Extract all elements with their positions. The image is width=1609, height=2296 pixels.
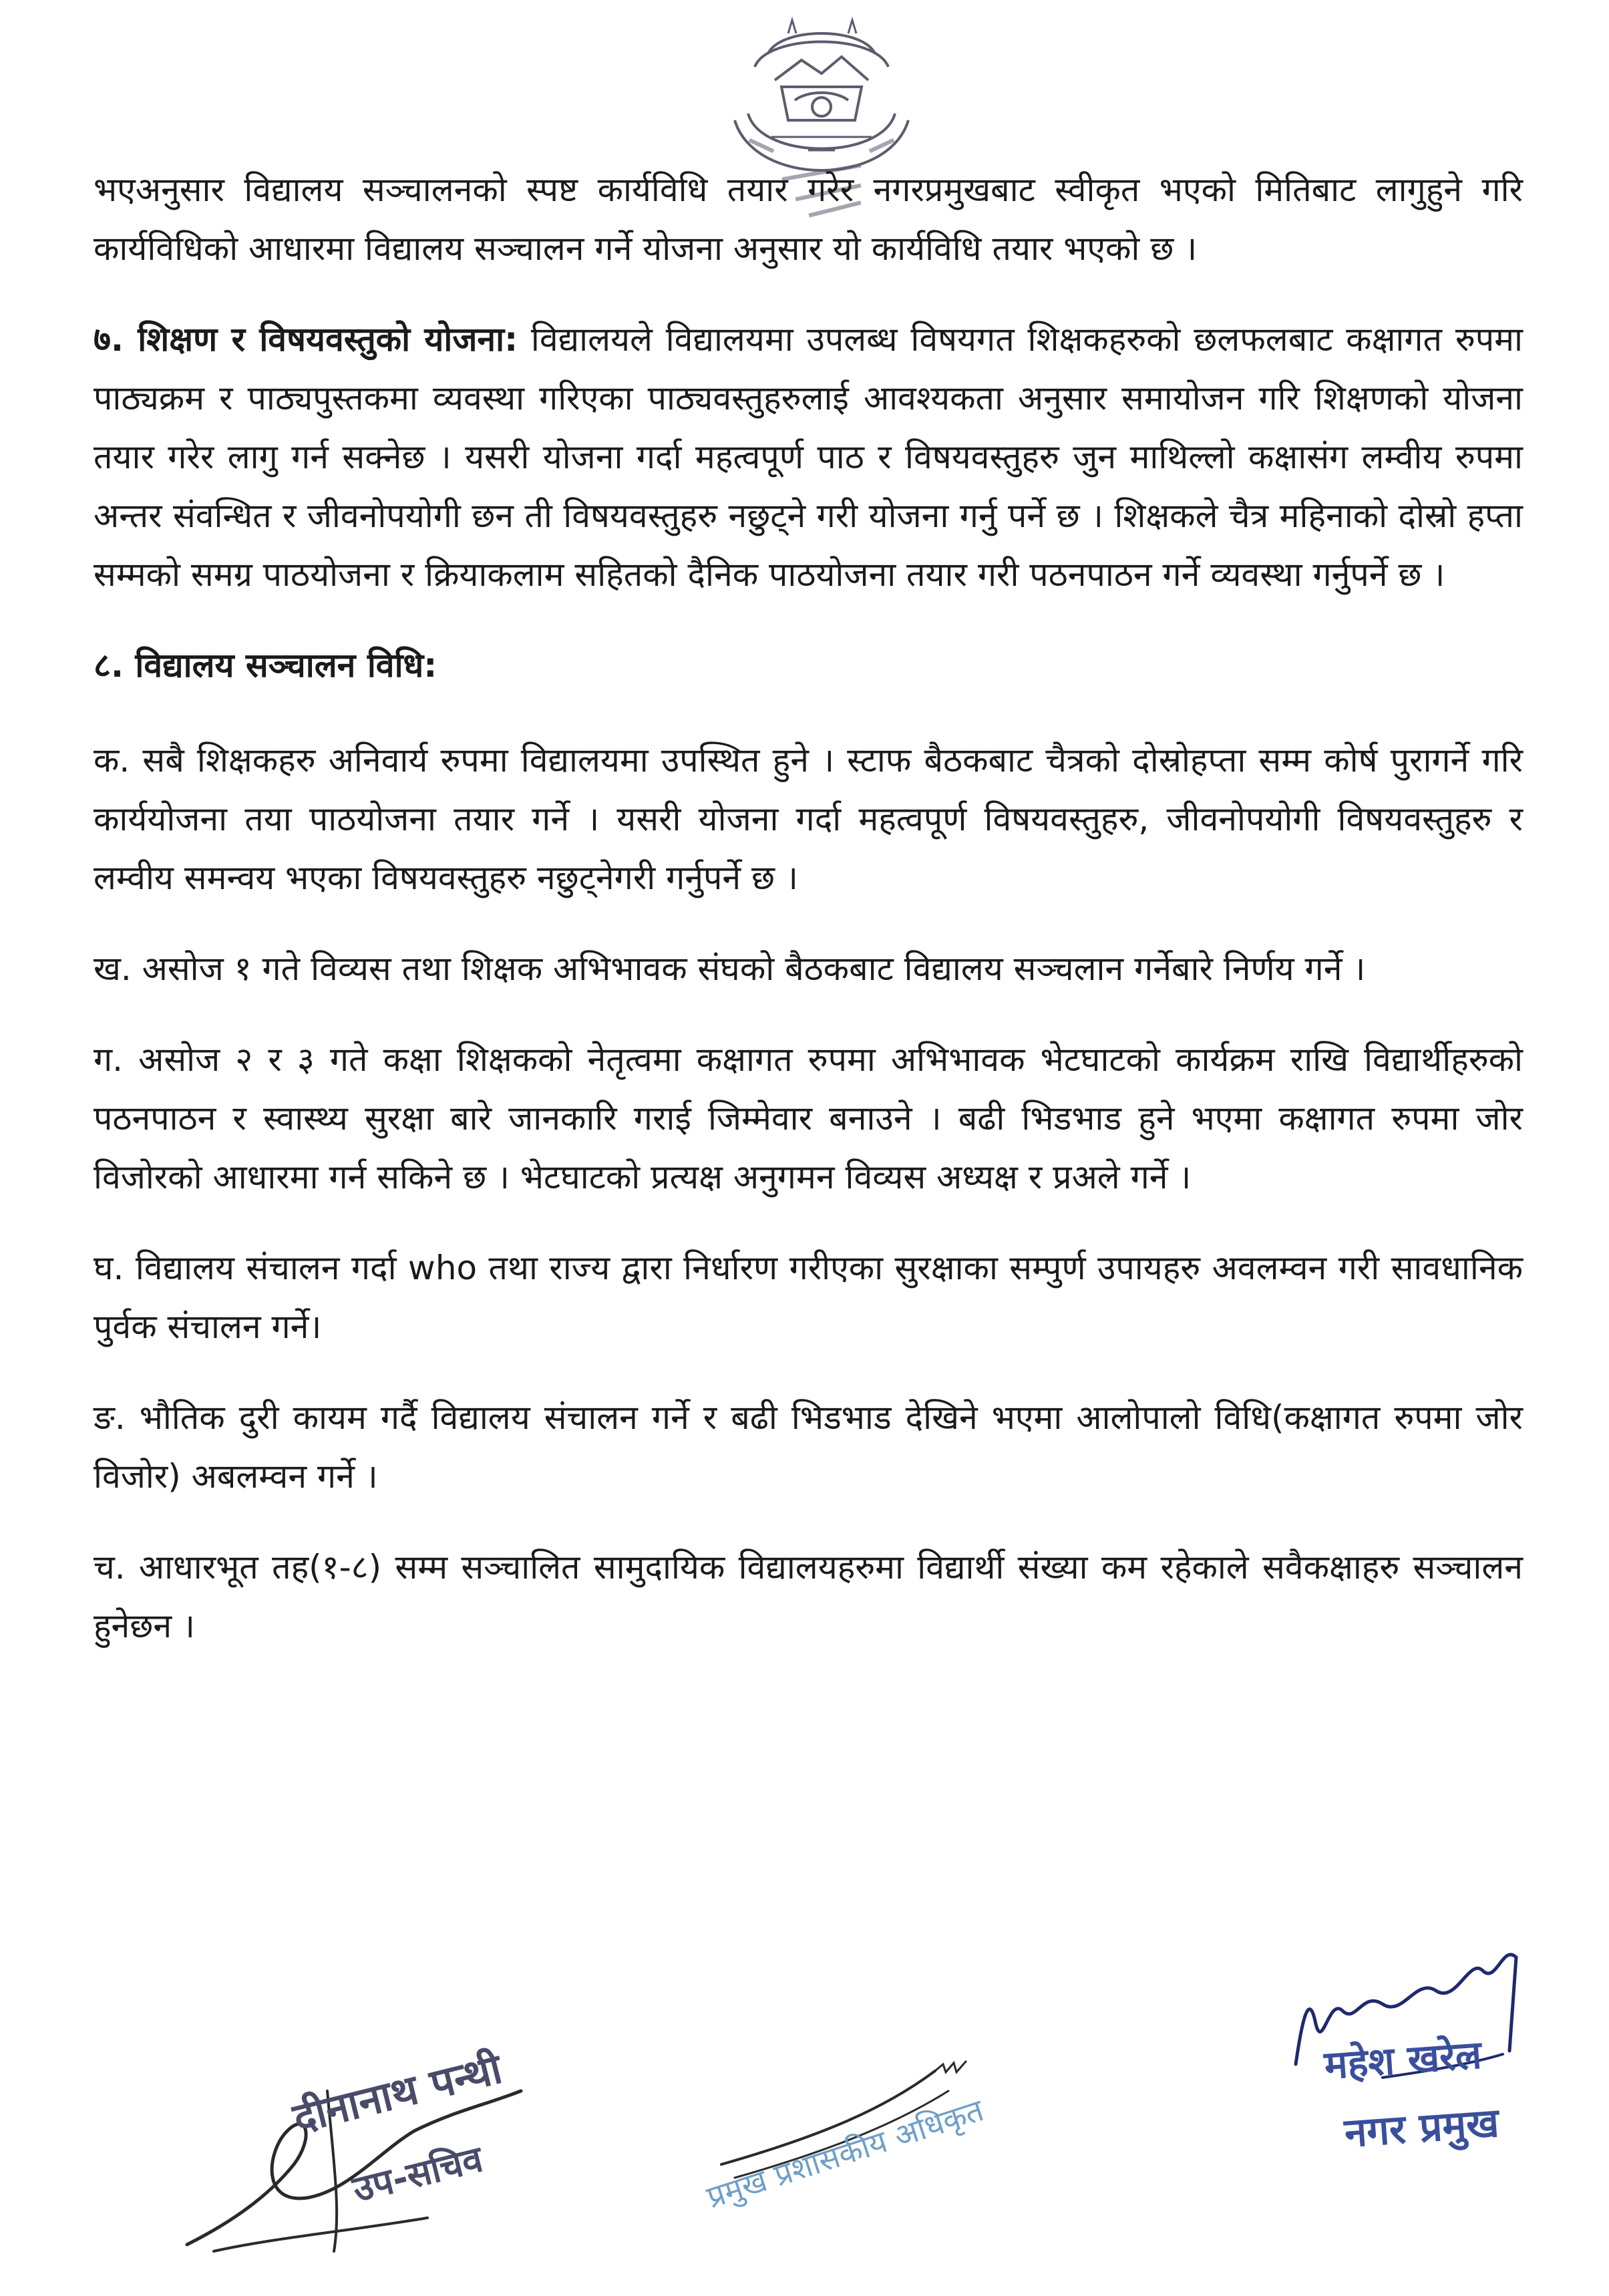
- signature-deputy-secretary: [174, 2031, 588, 2271]
- deputy-secretary-name: दीनानाथ पन्थी: [288, 2043, 507, 2143]
- list-item-cha: च. आधारभूत तह(१-८) सम्म सञ्चालित सामुदायिक विद्यालयहरुमा विद्यार्थी संख्या कम रहेकाले सवैकक्षाहरु सञ्चालन हुनेछन ।: [94, 1548, 1523, 1645]
- list-item-ka: क. सबै शिक्षकहरु अनिवार्य रुपमा विद्यालयमा उपस्थित हुने । स्टाफ बैठकबाट चैत्रको दोस्रोहप्ता सम्म कोर्ष पुरागर्ने गरि कार्ययोजना तया पाठयोजना तयार गर्ने । यसरी योजना गर्दा महत्वपूर्ण विषयवस्तुहरु, जीवनोपयोगी विषयवस्तुहरु र लम्वीय समन्वय भएका विषयवस्तुहरु नछुट्नेगरी गर्नुपर्ने छ ।: [94, 741, 1523, 897]
- list-item-gha: घ. विद्यालय संचालन गर्दा who तथा राज्य द्वारा निर्धारण गरीएका सुरक्षाका सम्पुर्ण उपायहरु अवलम्वन गरी सावधानिक पुर्वक संचालन गर्ने।: [94, 1249, 1523, 1346]
- document-body: [94, 160, 1523, 1687]
- signature-chief-officer: [681, 2044, 1082, 2258]
- paragraph-intro: भएअनुसार विद्यालय सञ्चालनको स्पष्ट कार्यविधि तयार गरेर नगरप्रमुखबाट स्वीकृत भएको मितिबाट लागुहुने गरि कार्यविधिको आधारमा विद्यालय सञ्चालन गर्ने योजना अनुसार यो कार्यविधि तयार भएको छ ।: [94, 170, 1523, 268]
- deputy-secretary-title: उप-सचिव: [348, 2137, 487, 2210]
- section-7-heading: ७. शिक्षण र विषयवस्तुको योजना:: [94, 320, 518, 359]
- mayor-name: महेश खरेल: [1322, 2031, 1483, 2088]
- list-item-kha: ख. असोज १ गते विव्यस तथा शिक्षक अभिभावक संघको बैठकबाट विद्यालय सञ्चलान गर्नेबारे निर्णय गर्ने ।: [94, 949, 1366, 988]
- signature-mayor: [1282, 1917, 1576, 2198]
- list-item-ga: ग. असोज २ र ३ गते कक्षा शिक्षकको नेतृत्वमा कक्षागत रुपमा अभिभावक भेटघाटको कार्यक्रम राखि विद्यार्थीहरुको पठनपाठन र स्वास्थ्य सुरक्षा बारे जानकारि गराई जिम्मेवार बनाउने । बढी भिडभाड हुने भएमा कक्षागत रुपमा जोर विजोरको आधारमा गर्न सकिने छ । भेटघाटको प्रत्यक्ष अनुगमन विव्यस अध्यक्ष र प्रअले गर्ने ।: [94, 1040, 1523, 1196]
- mayor-title: नगर प्रमुख: [1343, 2099, 1501, 2157]
- list-item-nga: ङ. भौतिक दुरी कायम गर्दै विद्यालय संचालन गर्ने र बढी भिडभाड देखिने भएमा आलोपालो विधि(कक्षागत रुपमा जोर विजोर) अबलम्वन गर्ने ।: [94, 1398, 1523, 1496]
- chief-officer-title: प्रमुख प्रशासकीय अधिकृत: [702, 2092, 988, 2216]
- section-7: [94, 310, 1523, 604]
- section-8-heading: ८. विद्यालय सञ्चालन विधि:: [94, 646, 437, 685]
- section-7-body: विद्यालयले विद्यालयमा उपलब्ध विषयगत शिक्षकहरुको छलफलबाट कक्षागत रुपमा पाठ्यक्रम र पाठ्यपुस्तकमा व्यवस्था गरिएका पाठ्यवस्तुहरुलाई आवश्यकता अनुसार समायोजन गरि शिक्षणको योजना तयार गरेर लागु गर्न सक्नेछ । यसरी योजना गर्दा महत्वपूर्ण पाठ र विषयवस्तुहरु जुन माथिल्लो कक्षासंग लम्वीय रुपमा अन्तर संवन्धित र जीवनोपयोगी छन ती विषयवस्तुहरु नछुट्ने गरी योजना गर्नु पर्ने छ । शिक्षकले चैत्र महिनाको दोस्रो हप्ता सम्मको समग्र पाठयोजना र क्रियाकलाम सहितको दैनिक पाठयोजना तयार गरी पठनपाठन गर्ने व्यवस्था गर्नुपर्ने छ ।: [94, 320, 1523, 594]
